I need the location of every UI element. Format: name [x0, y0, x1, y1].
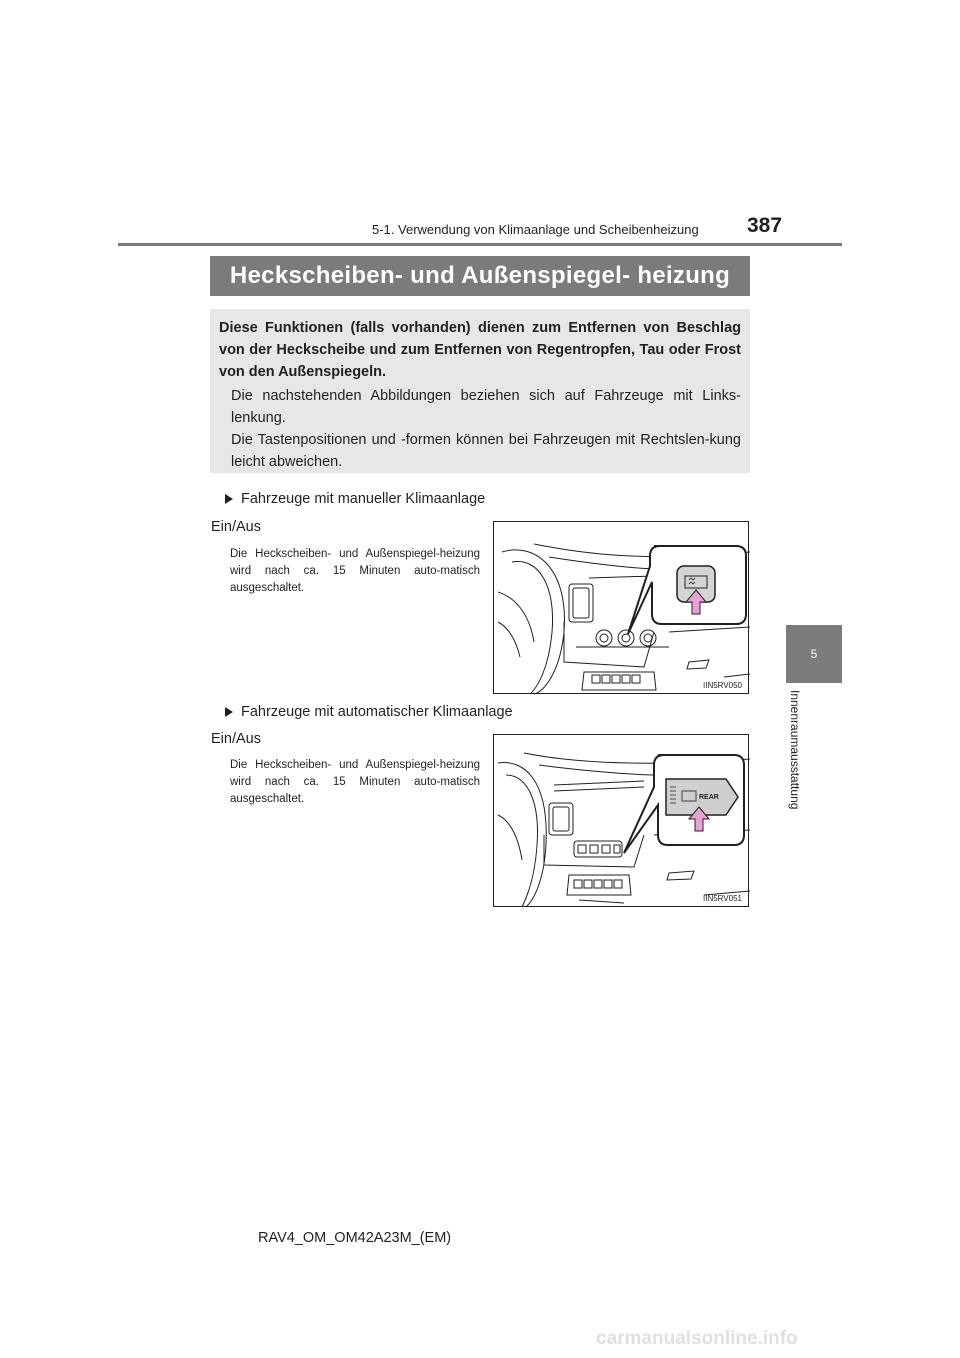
footer-doc-code: RAV4_OM_OM42A23M_(EM) [258, 1230, 452, 1246]
chapter-tab [786, 625, 842, 683]
chapter-label: Innenraumausstattung [788, 690, 802, 810]
rear-button-label: REAR [699, 794, 719, 801]
onoff-label-manual: Ein/Aus [211, 519, 261, 535]
description-automatic: Die Heckscheiben- und Außenspiegel-heizung wird nach ca. 15 Minuten auto-matisch ausgeschaltet. [230, 759, 480, 805]
header-rule [118, 243, 842, 246]
intro-note-line-2: Die Tastenpositionen und -formen können bei Fahrzeugen mit Rechtslen-kung leicht abweichen. [231, 432, 741, 470]
intro-bold-text: Diese Funktionen (falls vorhanden) dienen zum Entfernen von Beschlag von der Heckscheibe und zum Entfernen von Regentropfen, Tau oder Frost von den Außenspiegeln. [219, 320, 741, 380]
dashboard-automatic-illustration [494, 735, 750, 908]
description-manual: Die Heckscheiben- und Außenspiegel-heizung wird nach ca. 15 Minuten auto-matisch ausgeschaltet. [230, 548, 480, 594]
intro-note [231, 385, 741, 473]
page-title: Heckscheiben- und Außenspiegel- heizung [210, 256, 750, 296]
page-number: 387 [747, 214, 783, 237]
dashboard-manual-illustration [494, 522, 750, 695]
chapter-number: 5 [810, 647, 818, 661]
triangle-bullet-icon [225, 707, 233, 717]
intro-note-line-1: Die nachstehenden Abbildungen beziehen sich auf Fahrzeuge mit Links-lenkung. [231, 388, 741, 426]
watermark: carmanualsonline.info [596, 1328, 798, 1349]
figure-manual-climate [493, 521, 749, 694]
section-title-automatic: Fahrzeuge mit automatischer Klimaanlage [225, 704, 513, 720]
section-title-manual: Fahrzeuge mit manueller Klimaanlage [225, 491, 485, 507]
onoff-label-automatic: Ein/Aus [211, 731, 261, 747]
figure-code: IIN5RV051 [703, 894, 742, 903]
figure-code: IIN5RV050 [703, 681, 742, 690]
figure-automatic-climate [493, 734, 749, 907]
header-section-text: 5-1. Verwendung von Klimaanlage und Scheibenheizung [372, 222, 699, 237]
triangle-bullet-icon [225, 494, 233, 504]
